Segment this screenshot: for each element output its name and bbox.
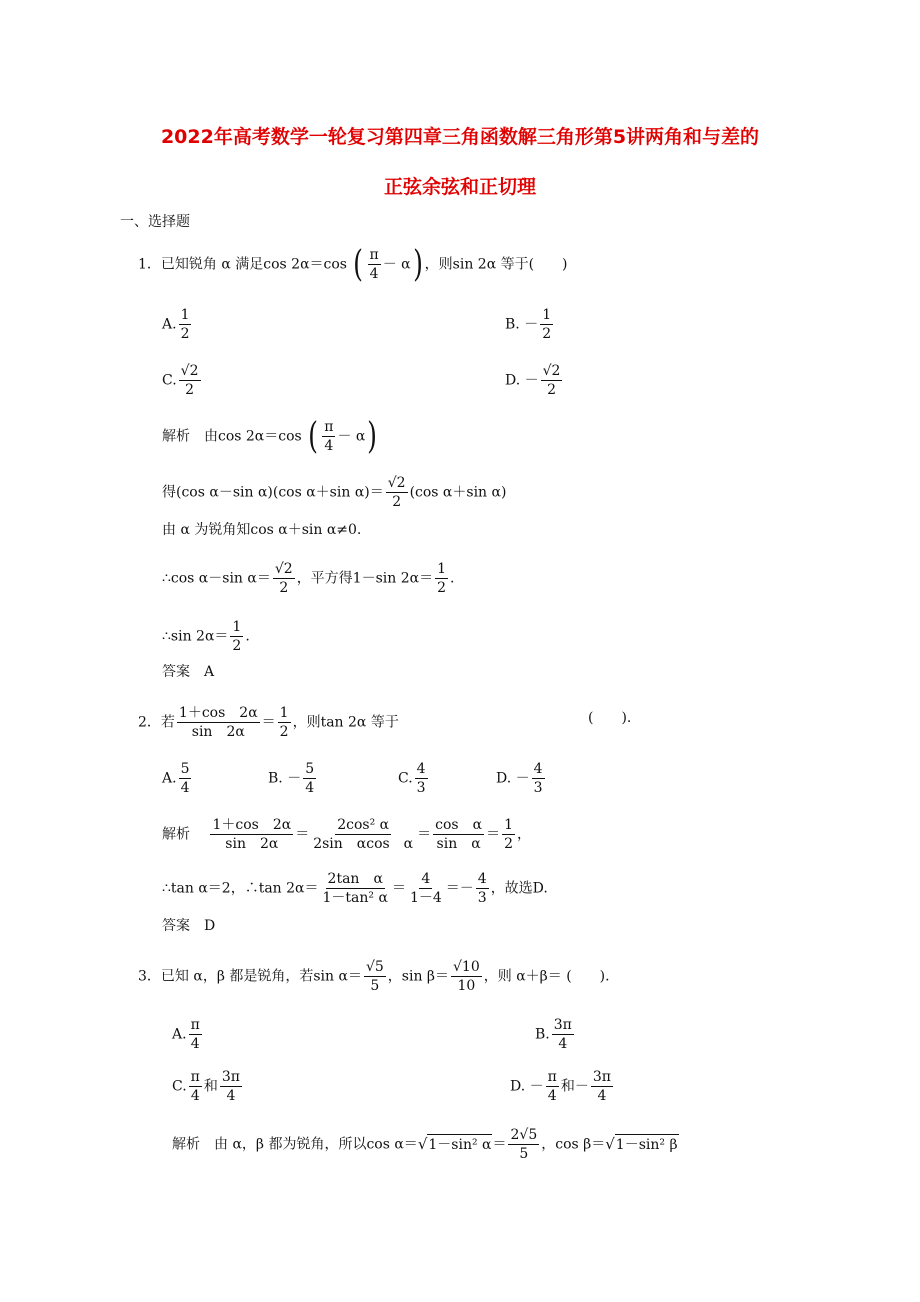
q2-option-a: A. $\frac{5}{4}$	[162, 761, 190, 796]
question-3-stem: 3．已知 α，β 都是锐角，若sin α＝ $\frac{√5}{5}$ ，sin β＝ $\frac{√10}{10}$ ，则 α＋β＝ ( ).	[138, 959, 610, 994]
q1-solution-line-1: 解析 由cos 2α＝cos ( $\frac{\pi}{4}$ － α)	[162, 415, 378, 457]
document-title-line-1: 2022年高考数学一轮复习第四章三角函数解三角形第5讲两角和与差的	[160, 126, 760, 148]
q1-answer: 答案 A	[162, 664, 215, 680]
q2-answer: 答案 D	[162, 918, 216, 934]
section-heading: 一、选择题	[120, 214, 190, 230]
q3-option-a: A. $\frac{\pi}{4}$	[172, 1017, 200, 1052]
q2-option-c: C. $\frac{4}{3}$	[398, 761, 426, 796]
q2-answer-bracket: ( ).	[588, 710, 632, 726]
q1-option-d: D. － $\frac{√2}{2}$	[505, 363, 561, 398]
q1-solution-line-2: 得(cos α－sin α)(cos α＋sin α)＝ $\frac{√2}{2}$ (cos α＋sin α)	[162, 475, 507, 510]
document-title-line-2: 正弦余弦和正切理	[383, 176, 536, 198]
q1-option-b: B. － $\frac{1}{2}$	[505, 307, 552, 342]
q2-option-b: B. － $\frac{5}{4}$	[268, 761, 315, 796]
q1-solution-line-4: ∴cos α－sin α＝ $\frac{√2}{2}$ ，平方得1－sin 2α＝ $\frac{1}{2}$ .	[162, 561, 455, 596]
q3-solution-line-1: 解析 由 α，β 都为锐角，所以cos α＝ √ 1－sin² α ＝ $\frac{2√5}{5}$ ，cos β＝ √ 1－sin² β	[172, 1127, 678, 1162]
q1-solution-line-3: 由 α 为锐角知cos α＋sin α≠0.	[162, 522, 362, 538]
q2-solution-line-1: 解析 $\frac{1+\cos 2\alpha}{\sin 2\alpha}$ ＝ $\frac{\text{2cos² α}}{\text{2sin αcos α}}$ ＝ $\frac{\text{cos α}}{\text{sin α}}$ ＝ $\frac{1}{2}$ ，	[162, 817, 531, 852]
q3-option-c: C. $\frac{\pi}{4}$ 和 $\frac{3\pi}{4}$	[172, 1069, 240, 1104]
q1-option-c: C. $\frac{√2}{2}$	[162, 363, 199, 398]
q3-option-b: B. $\frac{3\pi}{4}$	[535, 1017, 572, 1052]
q2-solution-line-2: ∴tan α＝2，∴tan 2α＝ $\frac{\text{2tan α}}{\text{1－tan² α}}$ ＝ $\frac{4}{1-4}$ ＝－ $\frac{4}{3}$ ，故选D.	[162, 871, 548, 906]
q1-option-a: A. $\frac{1}{2}$	[162, 307, 190, 342]
q2-option-d: D. － $\frac{4}{3}$	[496, 761, 543, 796]
question-1-stem: 1．已知锐角 α 满足cos 2α＝cos ( $\frac{\pi}{4}$ － α) ，则sin 2α 等于( )	[138, 243, 568, 285]
q1-solution-line-5: ∴sin 2α＝ $\frac{1}{2}$ .	[162, 619, 250, 654]
q3-option-d: D. － $\frac{\pi}{4}$ 和－ $\frac{3\pi}{4}$	[510, 1069, 611, 1104]
question-2-stem: 2．若 $\frac{1+\cos 2\alpha}{\sin 2\alpha}$ ＝ $\frac{1}{2}$ ，则tan 2α 等于	[138, 705, 399, 740]
